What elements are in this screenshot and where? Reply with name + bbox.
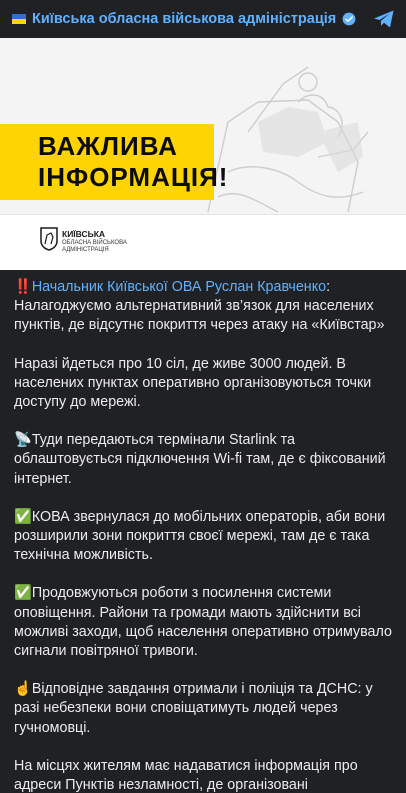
announcement-banner-image[interactable] [0,38,406,270]
banner-title: ВАЖЛИВА ІНФОРМАЦІЯ! [38,131,229,192]
satellite-dish-icon: 📡 [14,432,32,449]
post-text [0,270,406,793]
channel-header [0,0,406,38]
post-paragraph-7: На місцях жителям має надаватися інформація про адреси Пунктів незламності, де організовані [14,757,358,793]
logo-sub-text-2: АДМІНІСТРАЦІЯ [62,247,109,253]
pointing-up-icon: ☝️ [14,681,32,698]
post-paragraph-6: ☝️Відповідне завдання отримали і поліція та ДСНС: у разі небезпеки вони сповіщатимуть людей через гучномовці. [14,681,373,736]
post-paragraph-4: ✅КОВА звернулася до мобільних операторів, аби вони розширили зони покриття своєї мережі, там де є така технічна можливість. [14,508,386,564]
post-paragraph-5: ✅Продовжуються роботи з посилення системи оповіщення. Райони та громади мають здійснити всі можливі заходи, щоб населення оперативно отримувало сигнали повітряної тривоги. [14,585,392,660]
check-mark-icon: ✅ [14,585,32,602]
post-content [0,270,406,793]
coat-of-arms-icon [40,227,58,251]
telegram-icon[interactable] [372,7,396,31]
double-exclamation-icon: ‼️ [14,279,32,295]
logo-main-text: КИЇВСЬКА [62,229,106,239]
author-mention-link[interactable]: Начальник Київської ОВА Руслан Кравченко [31,279,327,295]
post-paragraph-1: ‼️Начальник Київської ОВА Руслан Кравченко: Налагоджуємо альтернативний зв’язок для населених пунктів, де відсутнє покриття через атаку на «Київстар» [14,279,385,334]
verified-badge-icon [342,12,356,26]
channel-name[interactable]: Київська обласна військова адміністрація [32,11,337,27]
banner-footer [0,214,406,270]
ukraine-flag-icon [12,14,26,24]
check-mark-icon: ✅ [14,508,32,525]
post-paragraph-2: Наразі йдеться про 10 сіл, де живе 3000 людей. В населених пунктах оперативно організовуються точки доступу до мережі. [14,355,372,411]
post-paragraph-3: 📡Туди передаються термінали Starlink та облаштовується підключення Wi-fi там, де є фіксований інтернет. [14,432,386,487]
logo-sub-text-1: ОБЛАСНА ВІЙСЬКОВА [62,240,127,246]
